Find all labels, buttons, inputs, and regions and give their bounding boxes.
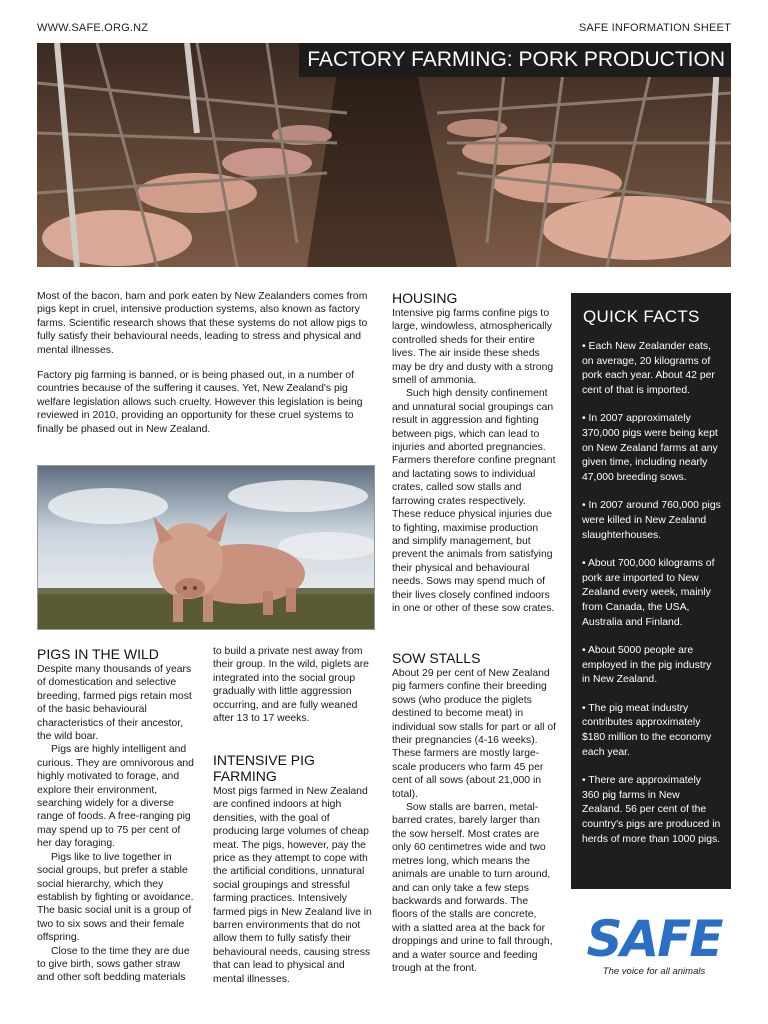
wild-paragraph-2: Pigs are highly intelligent and curious. They are omnivorous and highly motivated to forage, and explore their environment, searching widely for a diverse range of foods. A free-ranging pig may spend up to 75 per cent of her day foraging. [37, 744, 194, 850]
wild-continuation [213, 645, 377, 725]
quick-fact-item: • About 700,000 kilograms of pork are imported to New Zealand every week, mainly from Canada, the USA, Australia and Finland. [582, 558, 715, 628]
safe-logo-tagline: The voice for all animals [602, 966, 706, 977]
pigs-in-the-wild-heading: PIGS IN THE WILD [37, 646, 159, 662]
quick-fact-item: • In 2007 approximately 370,000 pigs were being kept on New Zealand farms at any given time, including nearly 47,000 breeding sows. [582, 413, 718, 483]
housing-section [392, 290, 556, 615]
intensive-farming-section [213, 752, 377, 986]
quick-fact-item: • Each New Zealander eats, on average, 20 kilograms of pork each year. About 42 per cent of that is imported. [582, 341, 715, 396]
sow-stalls-section [392, 650, 556, 975]
safe-logo [584, 912, 724, 982]
housing-heading: HOUSING [392, 290, 458, 306]
site-url: WWW.SAFE.ORG.NZ [37, 22, 149, 34]
quick-fact-item: • In 2007 around 760,000 pigs were killed in New Zealand slaughterhouses. [582, 500, 721, 541]
sow-stalls-paragraph-2: Sow stalls are barren, metal-barred crates, barely larger than the sow herself. Most crates are only 60 centimetres wide and two metres long, which means the animals are unable to turn around, and can only take a few steps backwards and forwards. The floors of the stalls are concrete, with a slatted area at the back for droppings and urine to fall through, and a water source and feeding trough at the front. [392, 802, 553, 974]
intensive-paragraph-1: Most pigs farmed in New Zealand are confined indoors at high densities, with the goal of producing large volumes of cheap meat. The pigs, however, pay the price as they attempt to cope with the artificial conditions, unnatural social groupings and stressful farming practices. Intensively farmed pigs in New Zealand live in barren environments that do not allow them to fully satisfy their behavioural needs, causing stress that can lead to physical and mental illnesses. [213, 786, 372, 985]
pig-in-field-photo [37, 465, 375, 630]
quick-facts-title: QUICK FACTS [583, 307, 700, 326]
sheet-label: SAFE INFORMATION SHEET [578, 22, 731, 34]
safe-logo-wordmark: SAFE [586, 910, 722, 968]
wild-paragraph-4: Close to the time they are due to give birth, sows gather straw and other soft bedding materials [37, 945, 190, 984]
sow-stalls-paragraph-1: About 29 per cent of New Zealand pig farmers confine their breeding sows (who produce the piglets destined to become meat) in individual sow stalls for part or all of their pregnancies (4-16 weeks). These farmers are mostly large-scale producers who farm 45 per cent of all sows (about 21,000 in total). [392, 668, 557, 800]
quick-facts-box [571, 293, 731, 889]
wild-paragraph-3: Pigs like to live together in social groups, but prefer a stable social hierarchy, which they establish by fighting or avoidance. The basic social unit is a group of two to six sows and their female offspring. [37, 851, 194, 944]
intensive-farming-heading: INTENSIVE PIG FARMING [213, 752, 315, 784]
intro-paragraph-2: Factory pig farming is banned, or is being phased out, in a number of countries because of the suffering it causes. Yet, New Zealand's pig welfare legislation allows such cruelty. However this legislation is being reviewed in 2010, providing an opportunity for these cruel systems to finally be phased out in New Zealand. [37, 370, 363, 435]
sow-stalls-heading: SOW STALLS [392, 650, 481, 666]
intro-text [37, 290, 377, 448]
housing-paragraph-1: Intensive pig farms confine pigs to large, windowless, atmospherically controlled sheds for their entire lives. The air inside these sheds may be dry and dusty with a strong smell of ammonia. [392, 308, 554, 387]
page-title: FACTORY FARMING: PORK PRODUCTION [299, 43, 731, 77]
wild-paragraph-5: to build a private nest away from their group. In the wild, piglets are integrated into the social group gradually with little aggression occurring, and are fully weaned after 13 to 17 weeks. [213, 646, 369, 725]
quick-fact-item: • The pig meat industry contributes approximately $180 million to the economy each year. [582, 702, 712, 758]
quick-fact-item: • There are approximately 360 pig farms in New Zealand. 56 per cent of the country's pigs are produced in herds of more than 1000 pigs. [582, 775, 721, 845]
housing-paragraph-2: Such high density confinement and unnatural social groupings can result in aggression and fighting between pigs, which can lead to injuries and aborted pregnancies. Farmers therefore confine pregnant and lactating sows to individual crates, called sow stalls and farrowing crates respectively. These reduce physical injuries due to fighting, maximise production and simplify management, but prevent the animals from satisfying their physical and behavioural needs. Sows may spend much of their lives closely confined indoors in one or other of these sow crates. [392, 388, 556, 614]
pigs-in-the-wild-section [37, 646, 195, 985]
pig-crates-photo [37, 43, 731, 267]
wild-paragraph-1: Despite many thousands of years of domestication and selective breeding, farmed pigs retain most of the basic behavioural characteristics of their ancestor, the wild boar. [37, 664, 192, 743]
intro-paragraph-1: Most of the bacon, ham and pork eaten by New Zealanders comes from pigs kept in cruel, intensive production systems, also known as factory farms. Scientific research shows that these systems do not allow pigs to fully satisfy their behavioural needs, leading to stress and physical and mental illnesses. [37, 291, 368, 356]
quick-fact-item: • About 5000 people are employed in the pig industry in New Zealand. [582, 645, 712, 686]
